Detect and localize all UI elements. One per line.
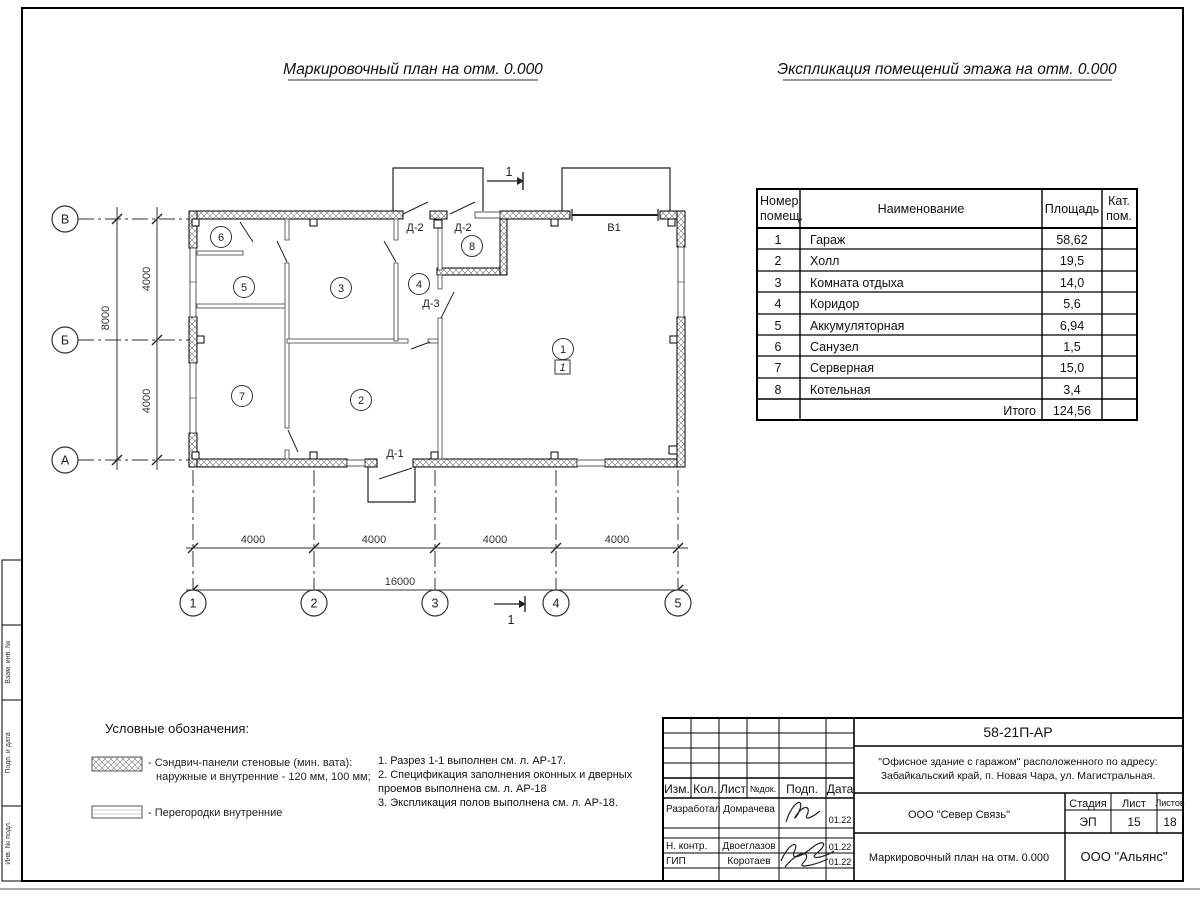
- cell-area: 6,94: [1059, 319, 1085, 333]
- cell-name: Комната отдыха: [810, 276, 904, 290]
- floor-plan: [189, 165, 685, 627]
- cell-area: 14,0: [1059, 276, 1085, 290]
- sheet-number: 15: [1127, 815, 1141, 829]
- section-number: 1: [507, 613, 515, 627]
- cell-name: Санузел: [810, 340, 859, 354]
- role-name: Коротаев: [727, 856, 771, 867]
- axis-label: А: [60, 453, 70, 468]
- object-address-line2: Забайкальский край, п. Новая Чара, ул. Магистральная.: [880, 770, 1156, 782]
- cell-name: Котельная: [810, 383, 871, 397]
- dim-left-segment: 4000: [141, 388, 153, 414]
- room-marker: [331, 278, 352, 299]
- schedule-rows: [775, 233, 1092, 418]
- table-row: [775, 233, 1088, 247]
- cell-name: Серверная: [810, 361, 874, 375]
- cell-name: Холл: [810, 254, 840, 268]
- rev-data: Дата: [826, 782, 854, 796]
- rev-podp: Подп.: [786, 782, 818, 796]
- frame-attribute-label: Взам. инв. №: [5, 640, 12, 684]
- sheet-header: Лист: [1122, 798, 1146, 810]
- floor-type-marker: [555, 360, 570, 374]
- room-number: 1: [559, 344, 567, 356]
- cell-num: 7: [774, 361, 782, 375]
- cell-num: 6: [774, 340, 782, 354]
- cell-area: 19,5: [1059, 254, 1085, 268]
- axes-and-dimensions: [52, 206, 691, 616]
- room-number: 5: [240, 282, 248, 294]
- page-titles: [283, 61, 1117, 80]
- window-label-b1: В1: [607, 222, 621, 234]
- role-label: ГИП: [666, 856, 686, 867]
- room-marker: [351, 390, 372, 411]
- room-marker: [409, 274, 430, 295]
- door-label-d3: Д-3: [422, 298, 440, 310]
- cell-num: 2: [774, 254, 782, 268]
- dim-left-segment: 4000: [141, 266, 153, 292]
- cell-num: 1: [774, 233, 782, 247]
- floor-type-number: 1: [559, 362, 566, 374]
- schedule-title: Экспликация помещений этажа на отм. 0.000: [777, 61, 1117, 78]
- dim-bottom-segment: 4000: [240, 534, 266, 546]
- dim-bottom-segment: 4000: [604, 534, 630, 546]
- cell-num: 3: [774, 276, 782, 290]
- organization: ООО "Север Связь": [907, 809, 1011, 821]
- legend-title: Условные обозначения:: [105, 721, 250, 736]
- note-line: проемов выполнена см. л. АР-18: [378, 783, 547, 795]
- col-header-cat2: пом.: [1106, 209, 1132, 223]
- title-block: [663, 718, 1185, 881]
- col-header-name: Наименование: [877, 202, 965, 216]
- dim-left-total: 8000: [100, 305, 112, 331]
- door-label-d2a: Д-2: [406, 222, 424, 234]
- section-number: 1: [505, 165, 513, 179]
- cell-num: 5: [774, 319, 782, 333]
- legend-item2: - Перегородки внутренние: [148, 807, 283, 819]
- cell-name: Аккумуляторная: [810, 319, 905, 333]
- axis-label: 2: [310, 596, 318, 611]
- cell-area: 15,0: [1059, 361, 1085, 375]
- signature-rows: [666, 802, 851, 867]
- room-schedule: [757, 189, 1137, 420]
- table-row: [775, 361, 1085, 375]
- cell-area: 5,6: [1063, 297, 1081, 311]
- room-marker: [234, 277, 255, 298]
- frame-attribute-label: Инв. № подл.: [5, 821, 12, 865]
- cell-area: 58,62: [1056, 233, 1088, 247]
- role-date: 01.22: [828, 815, 852, 825]
- cell-num: 4: [774, 297, 782, 311]
- dim-bottom-segment: 4000: [482, 534, 508, 546]
- note-line: 1. Разрез 1-1 выполнен см. л. АР-17.: [378, 755, 566, 767]
- axis-label: В: [60, 212, 70, 227]
- room-number: 4: [415, 279, 423, 291]
- door-label-d1: Д-1: [386, 448, 404, 460]
- stage-value: ЭП: [1079, 815, 1097, 829]
- rev-izm: Изм.: [664, 782, 690, 796]
- door-label-d2b: Д-2: [454, 222, 472, 234]
- legend: [92, 721, 371, 819]
- rev-kol: Кол.: [693, 782, 717, 796]
- role-name: Двоеглазов: [722, 841, 776, 852]
- frame-attribute-label: Подп. и дата: [5, 732, 12, 774]
- note-line: 2. Спецификация заполнения оконных и дверных: [378, 769, 633, 781]
- table-row: [775, 297, 1081, 311]
- room-number: 2: [357, 395, 365, 407]
- cell-name: Гараж: [810, 233, 846, 247]
- cell-num: 8: [774, 383, 782, 397]
- room-number: 3: [337, 283, 345, 295]
- room-marker: [211, 227, 232, 248]
- section-mark-top: [487, 165, 524, 190]
- role-date: 01.22: [828, 842, 852, 852]
- dim-bottom-segment: 4000: [361, 534, 387, 546]
- axis-label: 1: [189, 596, 197, 611]
- legend-swatch-sandwich: [92, 757, 142, 771]
- role-label: Н. контр.: [666, 841, 708, 852]
- cell-name: Коридор: [810, 297, 860, 311]
- axis-label: 4: [552, 596, 560, 611]
- legend-item1-line1: - Сэндвич-панели стеновые (мин. вата):: [148, 757, 353, 769]
- plan-title: Маркировочный план на отм. 0.000: [283, 61, 543, 78]
- rev-ndoc: №док.: [749, 784, 777, 794]
- rev-list: Лист: [719, 782, 747, 796]
- cell-area: 3,4: [1063, 383, 1081, 397]
- sheets-total: 18: [1163, 815, 1177, 829]
- col-header-area: Площадь: [1044, 202, 1100, 216]
- axis-label: 5: [674, 596, 682, 611]
- col-header-cat: Кат.: [1108, 194, 1130, 208]
- schedule-header: [760, 194, 1132, 223]
- col-header-num2: помещ.: [760, 209, 804, 223]
- notes: [378, 755, 633, 809]
- role-label: Разработал: [666, 804, 721, 815]
- table-total-row: [1003, 404, 1091, 418]
- window-b1: [572, 209, 658, 221]
- room-marker: [462, 236, 483, 257]
- table-row: [775, 276, 1085, 290]
- section-mark-bottom: [494, 596, 526, 627]
- axis-label: Б: [60, 333, 70, 348]
- doc-code: 58-21П-АР: [983, 724, 1053, 740]
- room-number: 8: [468, 241, 476, 253]
- room-marker: [232, 386, 253, 407]
- interior-partitions: [197, 219, 442, 459]
- axis-label: 3: [431, 596, 439, 611]
- room-number: 6: [217, 232, 225, 244]
- sheets-header: Листов: [1155, 798, 1185, 808]
- role-date: 01.22: [828, 857, 852, 867]
- table-row: [775, 254, 1085, 268]
- total-label: Итого: [1003, 404, 1036, 418]
- room-marker: [553, 339, 574, 360]
- object-address-line1: "Офисное здание с гаражом" расположенного по адресу:: [878, 756, 1158, 768]
- table-row: [775, 383, 1081, 397]
- dim-bottom-total: 16000: [384, 576, 416, 588]
- note-line: 3. Экспликация полов выполнена см. л. АР-18.: [378, 797, 618, 809]
- table-row: [775, 340, 1081, 354]
- stage-header: Стадия: [1069, 798, 1107, 810]
- dimension-lines: [117, 207, 688, 590]
- room-number: 7: [238, 391, 246, 403]
- table-row: [775, 319, 1085, 333]
- cell-area: 1,5: [1063, 340, 1081, 354]
- role-name: Домрачева: [723, 804, 775, 815]
- total-area: 124,56: [1052, 404, 1092, 418]
- revision-header: [664, 782, 853, 796]
- legend-swatch-partition: [92, 806, 142, 818]
- legend-item1-line2: наружные и внутренние - 120 мм, 100 мм;: [156, 771, 371, 783]
- drawing-title: Маркировочный план на отм. 0.000: [868, 852, 1050, 864]
- col-header-num: Номер: [760, 194, 799, 208]
- frame-attribute-strip: [2, 560, 22, 881]
- contractor-organization: ООО "Альянс": [1080, 849, 1168, 864]
